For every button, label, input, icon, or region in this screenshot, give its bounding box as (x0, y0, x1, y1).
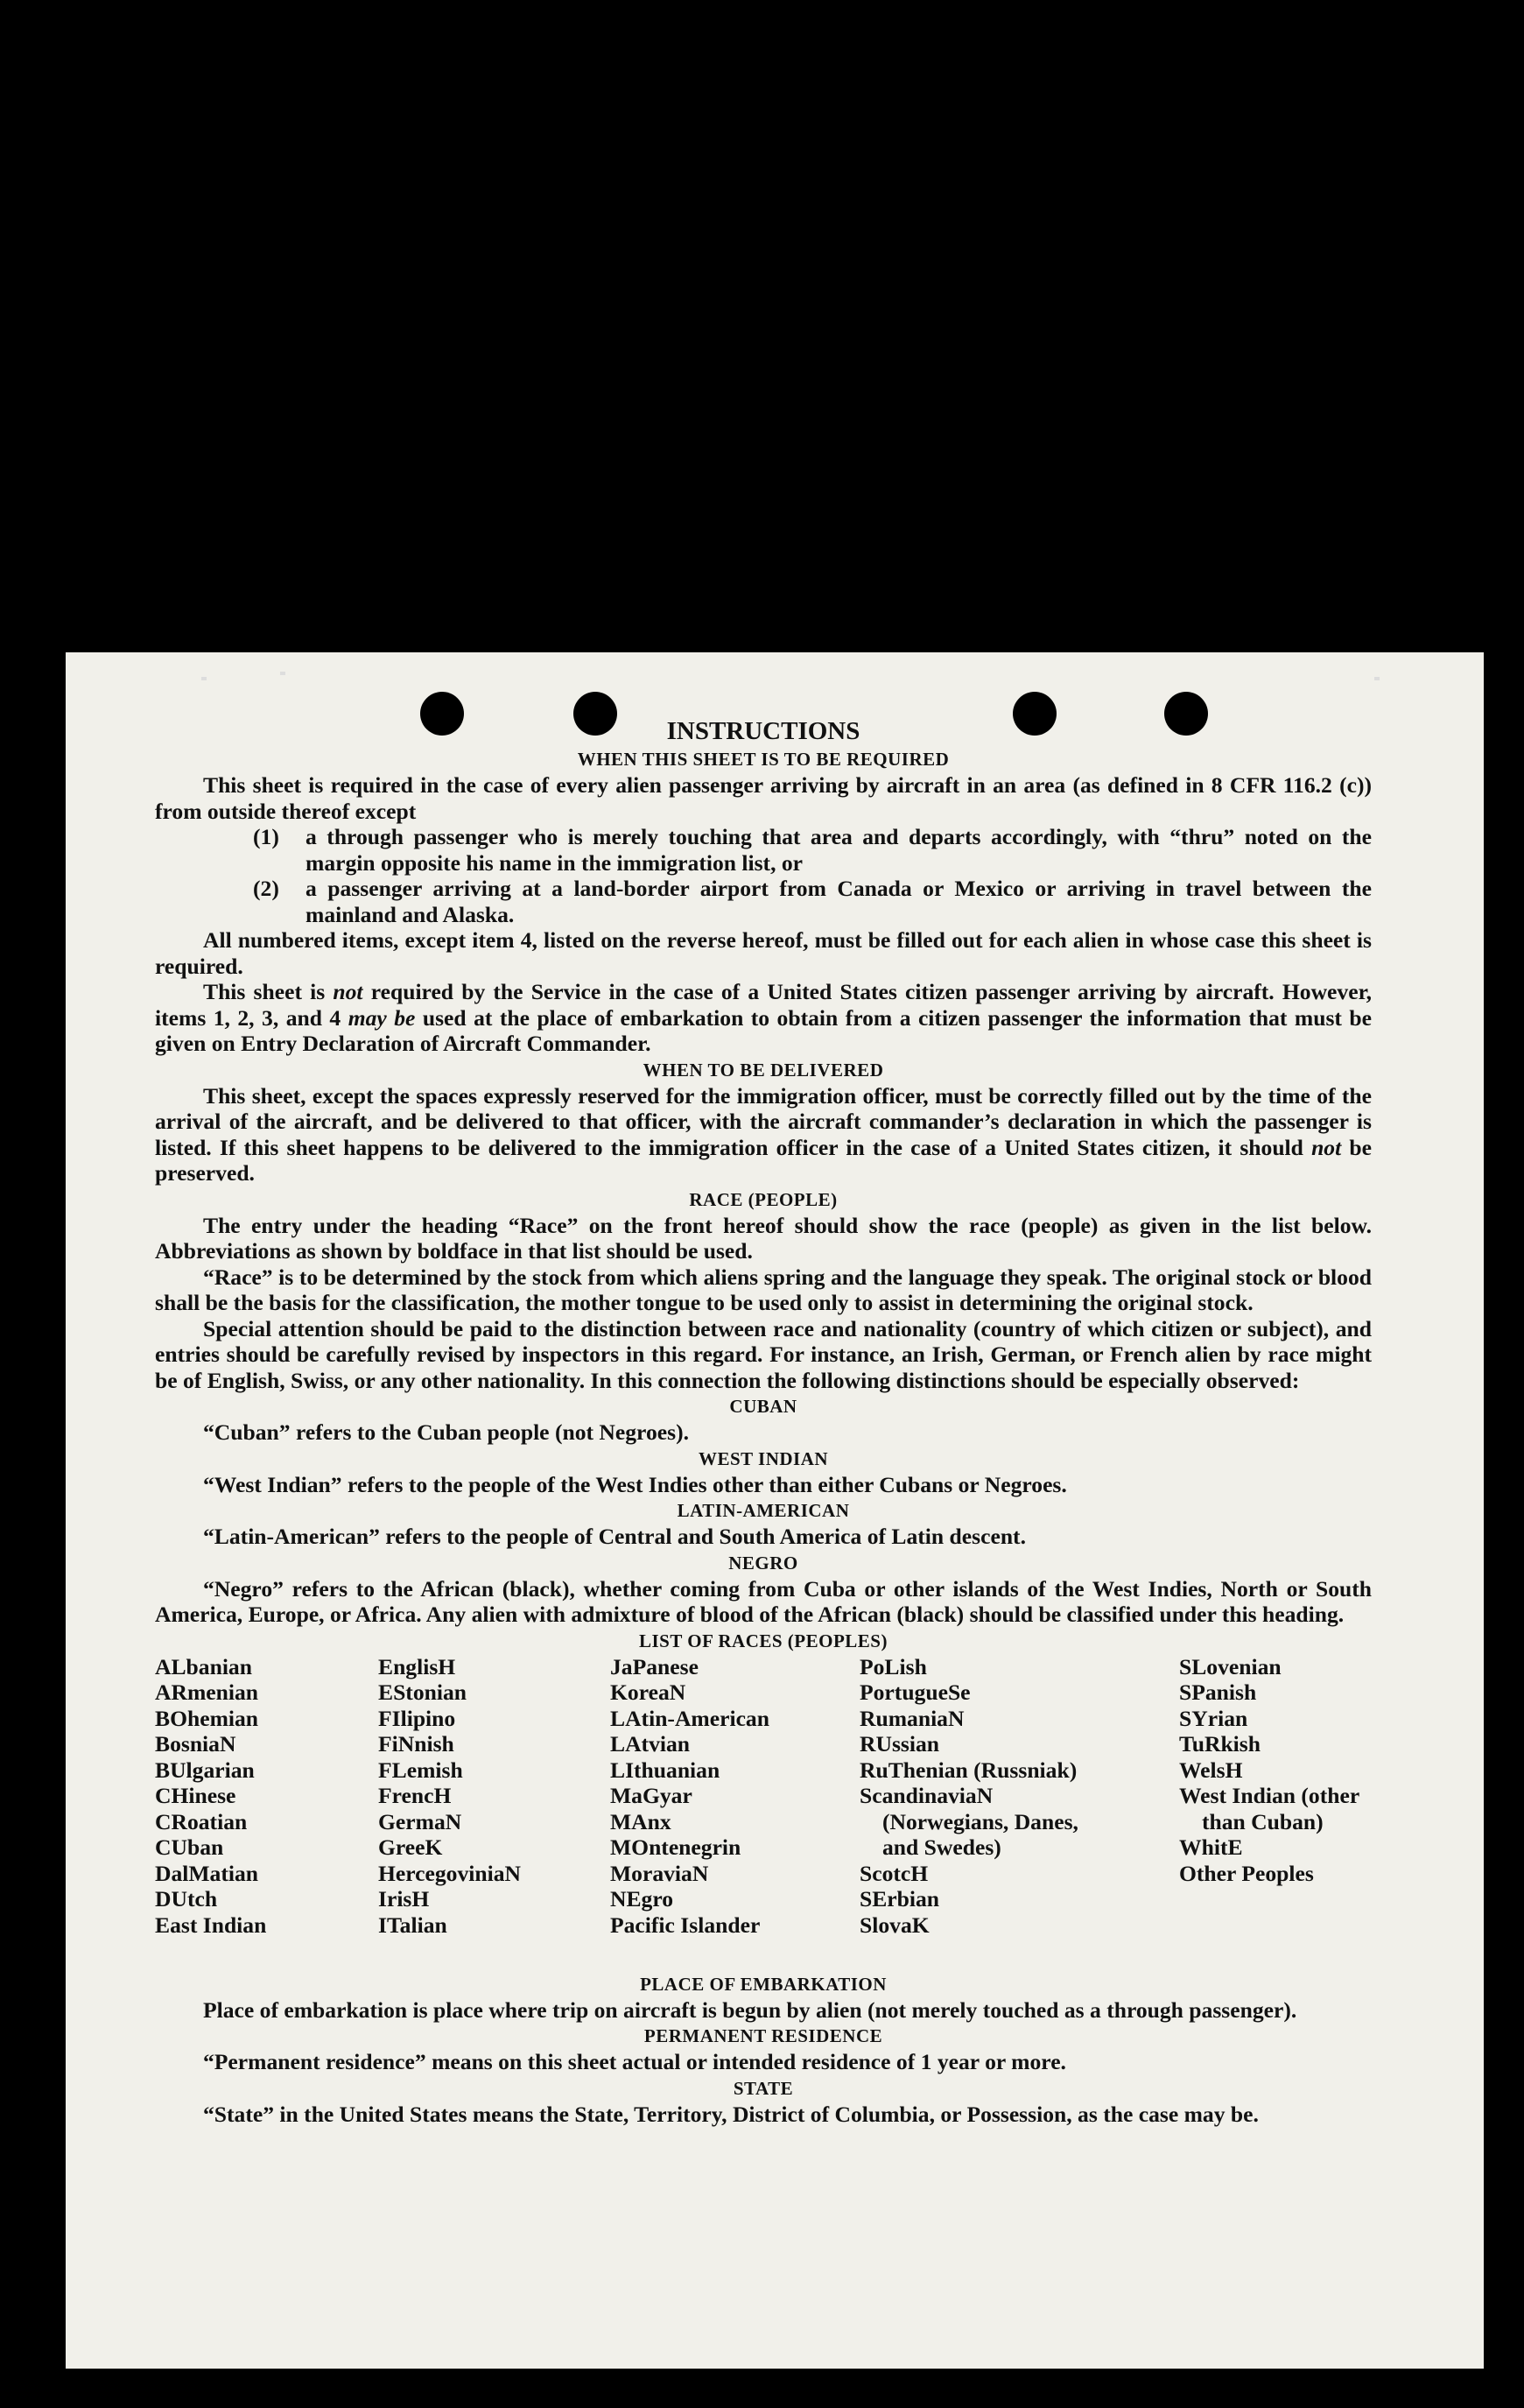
scan-speck (201, 677, 207, 680)
page-title: INSTRUCTIONS (666, 717, 860, 745)
text-segment: used at the place of embarkation to obtain from a citizen passenger the information that must be given on Entry Declaration of Aircraft Commander. (155, 1004, 1372, 1056)
race-entry: WelsH (1179, 1757, 1243, 1783)
paragraph-race-nationality: Special attention should be paid to the distinction between race and nationality (country of which citizen or subject), and entries should be carefully revised by inspectors in this regard. For instance, an Irish, German, or French alien by race might be of English, Swiss, or any other nationality. In this connection the following distinctions should be especially observed: (155, 1315, 1372, 1393)
heading-latin-american: LATIN-AMERICAN (677, 1500, 850, 1521)
item-text: a passenger arriving at a land-border airport from Canada or Mexico or arriving in travel between the mainland and Alaska. (306, 876, 1372, 927)
paragraph-cuban: “Cuban” refers to the Cuban people (not Negroes). (203, 1419, 689, 1445)
race-entry: DalMatian (155, 1860, 259, 1886)
race-entry: SPanish (1179, 1679, 1257, 1705)
paragraph-race-stock: “Race” is to be determined by the stock from which aliens spring and the language they speak. The original stock or blood shall be the basis for the classification, the mother tongue to be used only to assist in determining the original stock. (155, 1264, 1372, 1315)
paragraph-numbered-items: All numbered items, except item 4, listed on the reverse hereof, must be filled out for each alien in whose case this sheet is required. (155, 927, 1372, 979)
race-entry: MOntenegrin (610, 1834, 741, 1860)
scan-speck (1374, 677, 1380, 680)
race-entry: FrencH (378, 1783, 452, 1808)
paragraph-required-intro: This sheet is required in the case of every alien passenger arriving by aircraft in an area (as defined in 8 CFR 116.2 (c)) from outside thereof except (155, 772, 1372, 824)
race-list (155, 1654, 1372, 1971)
emphasis-not: not (333, 979, 363, 1004)
race-entry: SErbian (860, 1886, 940, 1912)
race-entry: BUlgarian (155, 1757, 255, 1783)
race-entry: WhitE (1179, 1834, 1243, 1860)
item-number: (1) (253, 824, 279, 849)
race-entry: CRoatian (155, 1808, 248, 1834)
heading-race: RACE (PEOPLE) (689, 1188, 838, 1210)
paragraph-delivery (155, 1083, 1372, 1186)
paragraph-latin-american: “Latin-American” refers to the people of Central and South America of Latin descent. (203, 1524, 1026, 1549)
exception-item-2 (155, 876, 1372, 927)
paragraph-race-entry: The entry under the heading “Race” on the front hereof should show the race (people) as given in the list below. Abbreviations as shown by boldface in that list should be used. (155, 1212, 1372, 1264)
race-entry: PoLish (860, 1653, 927, 1679)
race-entry: BOhemian (155, 1705, 259, 1731)
paragraph-west-indian: “West Indian” refers to the people of the West Indies other than either Cubans or Negroes. (203, 1471, 1067, 1497)
race-entry: EnglisH (378, 1653, 456, 1679)
race-entry: FIlipino (378, 1705, 456, 1731)
heading-west-indian: WEST INDIAN (698, 1447, 829, 1469)
race-entry: HercegoviniaN (378, 1860, 522, 1886)
race-column-1 (155, 1654, 266, 1939)
race-entry: EStonian (378, 1679, 467, 1705)
emphasis-not: not (1311, 1134, 1342, 1160)
race-entry: RumaniaN (860, 1705, 965, 1731)
heading-place-of-embarkation: PLACE OF EMBARKATION (640, 1973, 887, 1995)
paragraph-embarkation: Place of embarkation is place where trip on aircraft is begun by alien (not merely touched as a through passenger). (203, 1996, 1297, 2023)
race-entry: RuThenian (Russniak) (860, 1757, 1078, 1783)
text-segment: be preserved. (155, 1134, 1372, 1186)
race-entry: CHinese (155, 1783, 236, 1808)
item-text: a through passenger who is merely touching that area and departs accordingly, with “thru” noted on the margin opposite his name in the immigration list, or (306, 824, 1372, 876)
race-entry: PortugueSe (860, 1679, 971, 1705)
text-segment: This sheet, except the spaces expressly reserved for the immigration officer, must be correctly filled out by the time of the arrival of the aircraft, and be delivered to that officer, with the aircraft commander’s declaration in which the passenger is listed. If this sheet happens to be delivered to the immigration officer in the case of a United States citizen, it should (155, 1082, 1372, 1160)
race-entry: KoreaN (610, 1679, 686, 1705)
race-entry: MaGyar (610, 1783, 692, 1808)
race-column-4 (860, 1654, 1113, 1939)
race-entry: ALbanian (155, 1653, 252, 1679)
race-entry: GreeK (378, 1834, 443, 1860)
text-segment: required by the Service in the case of a United States citizen passenger arriving by aircraft. However, items 1, 2, 3, and 4 (155, 979, 1372, 1031)
race-entry: ARmenian (155, 1679, 259, 1705)
race-entry: RUssian (860, 1731, 940, 1757)
race-entry: West Indian (other than Cuban) (1179, 1783, 1359, 1834)
race-entry: MoraviaN (610, 1860, 709, 1886)
race-entry: Other Peoples (1179, 1860, 1314, 1886)
race-entry: ITalian (378, 1912, 447, 1938)
race-entry: SLovenian (1179, 1653, 1282, 1679)
race-entry: FLemish (378, 1757, 463, 1783)
heading-state: STATE (733, 2077, 794, 2099)
heading-permanent-residence: PERMANENT RESIDENCE (643, 2025, 883, 2046)
race-entry: FiNnish (378, 1731, 454, 1757)
text-segment: This sheet is (203, 979, 334, 1004)
paragraph-state: “State” in the United States means the State, Territory, District of Columbia, or Possession, as the case may be. (203, 2101, 1259, 2127)
race-entry: Pacific Islander (610, 1912, 761, 1938)
race-entry: SlovaK (860, 1912, 930, 1938)
race-column-5 (1179, 1654, 1407, 1887)
race-entry: JaPanese (610, 1653, 699, 1679)
race-column-3 (610, 1654, 769, 1939)
race-column-2 (378, 1654, 521, 1939)
race-entry: LIthuanian (610, 1757, 720, 1783)
heading-list-of-races: LIST OF RACES (PEOPLES) (639, 1630, 888, 1651)
heading-when-required: WHEN THIS SHEET IS TO BE REQUIRED (577, 749, 950, 770)
race-entry: NEgro (610, 1886, 674, 1912)
race-entry: GermaN (378, 1808, 462, 1834)
paragraph-negro: “Negro” refers to the African (black), whether coming from Cuba or other islands of the West Indies, North or South America, Europe, or Africa. Any alien with admixture of blood of the African (black) should be classified under this heading. (155, 1575, 1372, 1627)
item-number: (2) (253, 876, 279, 901)
paragraph-residence: “Permanent residence” means on this sheet actual or intended residence of 1 year or more. (203, 2049, 1066, 2074)
scan-speck (280, 672, 285, 675)
exception-item-1 (155, 824, 1372, 876)
race-entry: East Indian (155, 1912, 267, 1938)
heading-cuban: CUBAN (729, 1396, 797, 1417)
race-entry: TuRkish (1179, 1731, 1261, 1757)
race-entry: DUtch (155, 1886, 218, 1912)
race-entry: BosniaN (155, 1731, 236, 1757)
emphasis-may-be: may be (348, 1004, 416, 1031)
heading-when-delivered: WHEN TO BE DELIVERED (643, 1059, 884, 1081)
instruction-sheet (66, 652, 1484, 2369)
race-entry: ScandinaviaN (Norwegians, Danes, and Swedes) (860, 1783, 1078, 1860)
race-entry: IrisH (378, 1886, 430, 1912)
paragraph-citizen (155, 979, 1372, 1057)
race-entry: LAtvian (610, 1731, 691, 1757)
heading-negro: NEGRO (728, 1552, 798, 1574)
race-entry: CUban (155, 1834, 224, 1860)
race-entry: ScotcH (860, 1860, 929, 1886)
instructions-content (155, 716, 1372, 2127)
race-entry: SYrian (1179, 1705, 1248, 1731)
race-entry: MAnx (610, 1808, 671, 1834)
race-entry: LAtin-American (610, 1705, 769, 1731)
